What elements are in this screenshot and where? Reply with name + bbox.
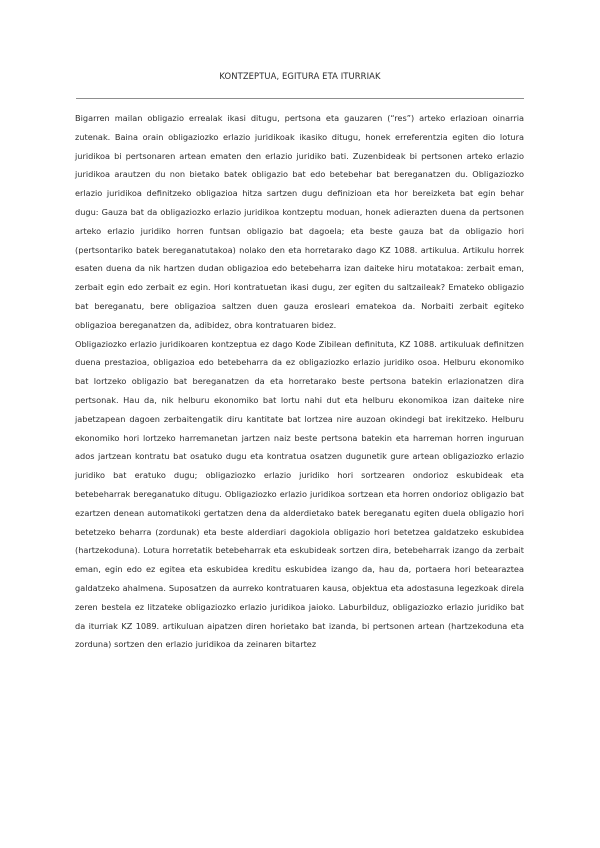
document-title: KONTZEPTUA, EGITURA ETA ITURRIAK	[219, 71, 381, 81]
title-divider	[76, 98, 524, 99]
paragraph-1: Bigarren mailan obligazio errealak ikasi ditugu, pertsona eta gauzaren (“res”) arteko erlazioan oinarria zutenak. Baina orain obligaziozko erlazio juridikoak ikasiko ditugu, honek erreferentzia egiten dio lotura juridikoa bi pertsonaren artean ematen den erlazio juridiko bati. Zuzenbideak bi pertsonen arteko erlazio juridikoa arautzen du non bietako batek obligazio bat edo betebehar bat bereganatzen du. Obligaziozko erlazio juridikoa definitzeko obligazioa hitza sartzen dugu definizioan eta hor bereizketa bat egin behar dugu: Gauza bat da obligaziozko erlazio juridikoa kontzeptu moduan, honek adierazten duena da pertsonen arteko erlazio juridiko horren funtsan obligazio bat dagoela; eta beste gauza bat da obligazio hori (pertsontariko batek bereganatutakoa) nolako den eta horretarako dago KZ 1088. artikulua. Artikulu horrek esaten duena da nik hartzen dudan obligazioa edo betebeharra izan daiteke hiru motatakoa: zerbait eman, zerbait egin edo zerbait ez egin. Hori kontratuetan ikasi dugu, zer egiten du saltzaileak? Emateko obligazio bat bereganatu, bere obligazioa saltzen duen gauza erosleari ematekoa da. Norbaiti zerbait egiteko obligazioa bereganatzen da, adibidez, obra kontratuaren bidez.	[75, 113, 524, 330]
paragraph-2: Obligaziozko erlazio juridikoaren kontzeptua ez dago Kode Zibilean definituta, KZ 1088. artikuluak definitzen duena prestazioa, obligazioa edo betebeharra da ez obligaziozko erlazio juridiko osoa. Helburu ekonomiko bat lortzeko obligazio bat bereganatzen da eta horretarako beste pertsona batekin erlazionatzen dira pertsonak. Hau da, nik helburu ekonomiko bat lortu nahi dut eta helburu ekonomikoa izan daiteke nire jabetzapean dagoen zerbaitengatik diru kantitate bat lortzea nire auzoan okindegi bat irekitzeko. Helburu ekonomiko hori lortzeko harremanetan jartzen naiz beste pertsona batekin eta harreman horren inguruan ados jartzean kontratu bat osatuko dugu eta kontratua osatzen dugunetik gure artean obligaziozko erlazio juridiko bat eratuko dugu; obligaziozko erlazio juridiko hori sortzearen ondorioz eskubideak eta betebeharrak bereganatuko ditugu. Obligaziozko erlazio juridikoa sortzean eta horren ondorioz obligazio bat ezartzen denean automatikoki gertatzen dena da alderdietako batek bereganatu egiten duela obligazio hori betetzeko beharra (zordunak) eta beste alderdiari dagokiola obligazio hori betetzea galdatzeko eskubidea (hartzekoduna). Lotura horretatik betebeharrak eta eskubideak sortzen dira, betebeharrak izango da zerbait eman, egin edo ez egitea eta eskubidea kreditu eskubidea izango da, hau da, portaera hori betearaztea galdatzeko ahalmena. Suposatzen da aurreko kontratuaren kausa, objektua eta adostasuna legezkoak direla zeren bestela ez litzateke obligaziozko erlazio juridikoa jaioko. Laburbilduz, obligaziozko erlazio juridiko bat da iturriak KZ 1089. artikuluan aipatzen diren horietako bat izanda, bi pertsonen artean (hartzekoduna eta zorduna) sortzen den erlazio juridikoa da zeinaren bitartez	[75, 338, 524, 650]
document-body	[75, 109, 524, 654]
